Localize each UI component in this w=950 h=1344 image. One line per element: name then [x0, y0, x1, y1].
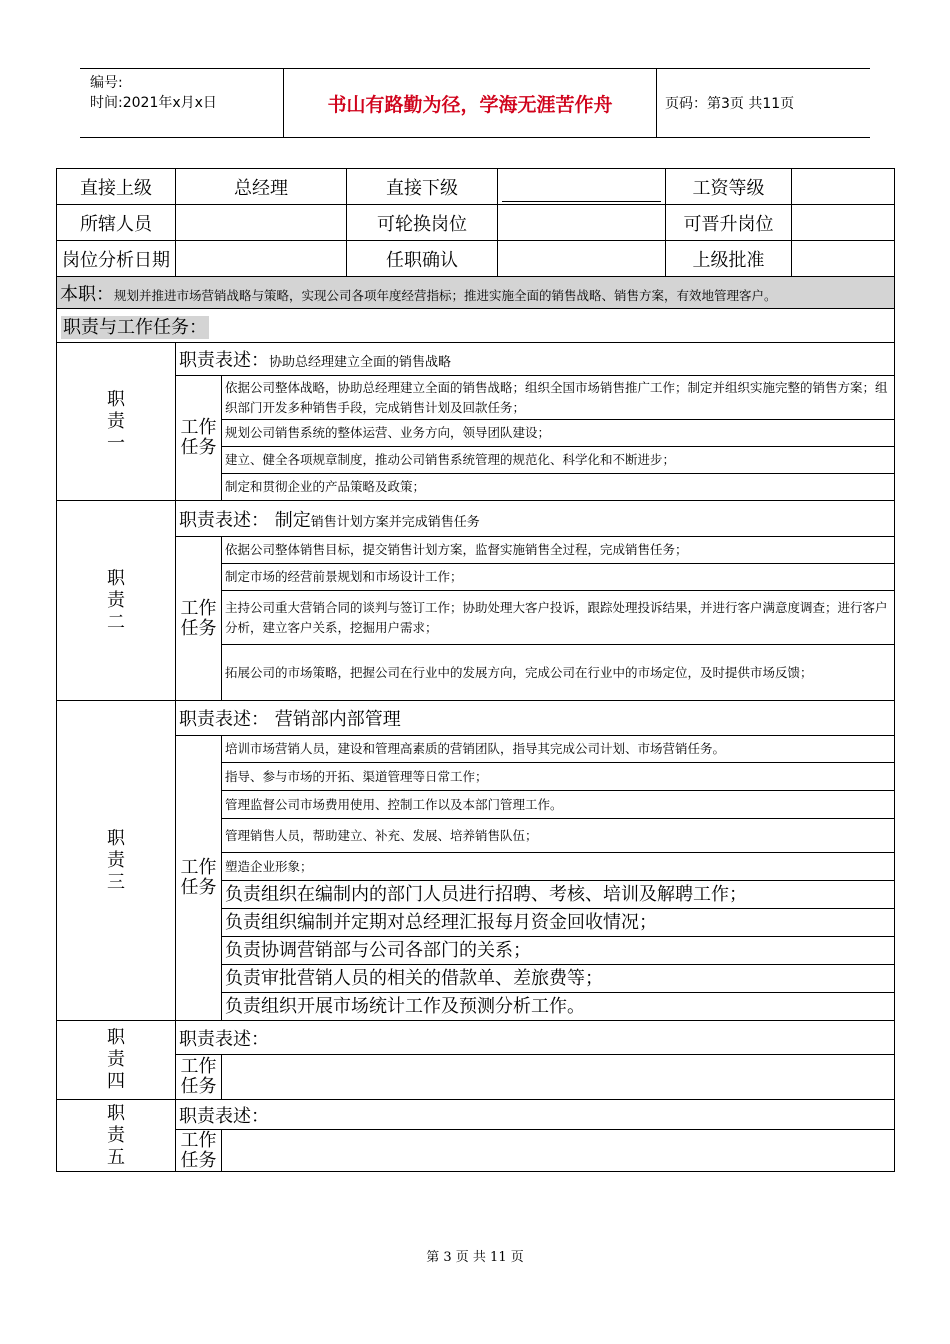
header-slogan: 书山有路勤为径，学海无涯苦作舟: [283, 69, 657, 137]
tasks-label: 工作任务: [180, 1129, 217, 1171]
duty-desc-text: 协助总经理建立全面的销售战略: [269, 355, 452, 370]
task-item: 负责协调营销部与公司各部门的关系；: [222, 937, 895, 965]
task-item: [222, 1130, 895, 1172]
duty-name: 职责一: [107, 388, 125, 454]
duty-name: 职责五: [107, 1102, 125, 1168]
task-item: 管理监督公司市场费用使用、控制工作以及本部门管理工作。: [222, 791, 895, 819]
task-item: 培训市场营销人员，建设和管理高素质的营销团队，指导其完成公司计划、市场营销任务。: [222, 736, 895, 763]
task-row: [57, 537, 895, 564]
mission-label: 本职：: [60, 283, 114, 305]
duty-4-desc-row: [57, 1021, 895, 1055]
time-label: 时间:2021年x月x日: [90, 95, 217, 111]
duty-desc-label: 职责表述：: [179, 709, 269, 730]
tasks-label: 工作任务: [180, 597, 217, 639]
page-header: [80, 68, 870, 138]
info-label: 直接下级: [347, 169, 498, 205]
task-item: 负责组织开展市场统计工作及预测分析工作。: [222, 993, 895, 1021]
info-label: 所辖人员: [57, 205, 176, 241]
info-value: 总经理: [176, 169, 347, 205]
info-value: [498, 205, 666, 241]
task-item: 制定市场的经营前景规划和市场设计工作；: [222, 564, 895, 591]
info-label: 岗位分析日期: [57, 241, 176, 277]
info-value: [792, 205, 895, 241]
tasks-label: 工作任务: [180, 417, 217, 458]
task-item: 负责审批营销人员的相关的借款单、差旅费等；: [222, 965, 895, 993]
info-label: 任职确认: [347, 241, 498, 277]
task-item: 拓展公司的市场策略，把握公司在行业中的发展方向，完成公司在行业中的市场定位，及时提供市场反馈；: [222, 645, 895, 701]
header-meta: [90, 73, 217, 113]
info-value: [792, 241, 895, 277]
task-item: 建立、健全各项规章制度，推动公司销售系统管理的规范化、科学化和不断进步；: [222, 447, 895, 474]
task-row: [57, 376, 895, 420]
info-row: [57, 241, 895, 277]
info-value: [498, 241, 666, 277]
info-value: [176, 205, 347, 241]
duty-name: 职责三: [107, 827, 125, 893]
number-label: 编号:: [90, 75, 123, 91]
info-value: [498, 169, 666, 205]
duty-desc-label: 职责表述：: [179, 1028, 269, 1050]
duty-desc-label: 职责表述：: [179, 509, 269, 531]
task-item: 负责组织编制并定期对总经理汇报每月资金回收情况；: [222, 909, 895, 937]
mission-text: 规划并推进市场营销战略与策略，实现公司各项年度经营指标；推进实施全面的销售战略、销售方案，有效地管理客户。: [114, 287, 777, 303]
task-row: [57, 1130, 895, 1172]
duty-desc-label: 职责表述：: [179, 350, 269, 371]
duties-title-row: [57, 309, 895, 343]
task-item: [222, 1055, 895, 1100]
duty-desc-text: 营销部内部管理: [274, 709, 401, 730]
task-item: 负责组织在编制内的部门人员进行招聘、考核、培训及解聘工作；: [222, 881, 895, 909]
task-item: 制定和贯彻企业的产品策略及政策；: [222, 474, 895, 501]
job-description-form: [56, 168, 895, 1172]
tasks-label: 工作任务: [180, 1056, 217, 1097]
info-label: 工资等级: [666, 169, 792, 205]
duty-2-desc-row: [57, 501, 895, 537]
task-item: 依据公司整体销售目标，提交销售计划方案，监督实施销售全过程，完成销售任务；: [222, 537, 895, 564]
info-label: 直接上级: [57, 169, 176, 205]
duty-name: 职责二: [107, 567, 125, 633]
info-value: [176, 241, 347, 277]
info-label: 可晋升岗位: [666, 205, 792, 241]
task-item: 规划公司销售系统的整体运营、业务方向，领导团队建设；: [222, 420, 895, 447]
task-item: 管理销售人员，帮助建立、补充、发展、培养销售队伍；: [222, 819, 895, 853]
task-item: 主持公司重大营销合同的谈判与签订工作；协助处理大客户投诉，跟踪处理投诉结果，并进行客户满意度调查；进行客户分析，建立客户关系，挖掘用户需求；: [222, 591, 895, 645]
info-row: [57, 205, 895, 241]
task-item: 指导、参与市场的开拓、渠道管理等日常工作；: [222, 763, 895, 791]
duty-desc-label: 职责表述：: [179, 1105, 269, 1127]
duty-name: 职责四: [107, 1027, 125, 1092]
duty-1-desc-row: [57, 343, 895, 376]
info-row: [57, 169, 895, 205]
mission-row: [57, 277, 895, 309]
duties-title: 职责与工作任务：: [63, 316, 207, 338]
page-footer: 第 3 页 共 11 页: [426, 1250, 524, 1265]
info-label: 可轮换岗位: [347, 205, 498, 241]
duty-desc-lead: 制定: [274, 509, 311, 531]
info-value: [792, 169, 895, 205]
task-row: [57, 736, 895, 763]
duty-3-desc-row: [57, 701, 895, 736]
task-item: 塑造企业形象；: [222, 853, 895, 881]
page-info: 页码：第3页 共11页: [665, 96, 795, 112]
duty-5-desc-row: [57, 1100, 895, 1130]
duty-desc-text: 销售计划方案并完成销售任务: [310, 514, 480, 530]
info-label: 上级批准: [666, 241, 792, 277]
task-item: 依据公司整体战略，协助总经理建立全面的销售战略；组织全国市场销售推广工作；制定并组织实施完整的销售方案；组织部门开发多种销售手段，完成销售计划及回款任务；: [222, 376, 895, 420]
task-row: [57, 1055, 895, 1100]
tasks-label: 工作任务: [180, 857, 217, 898]
